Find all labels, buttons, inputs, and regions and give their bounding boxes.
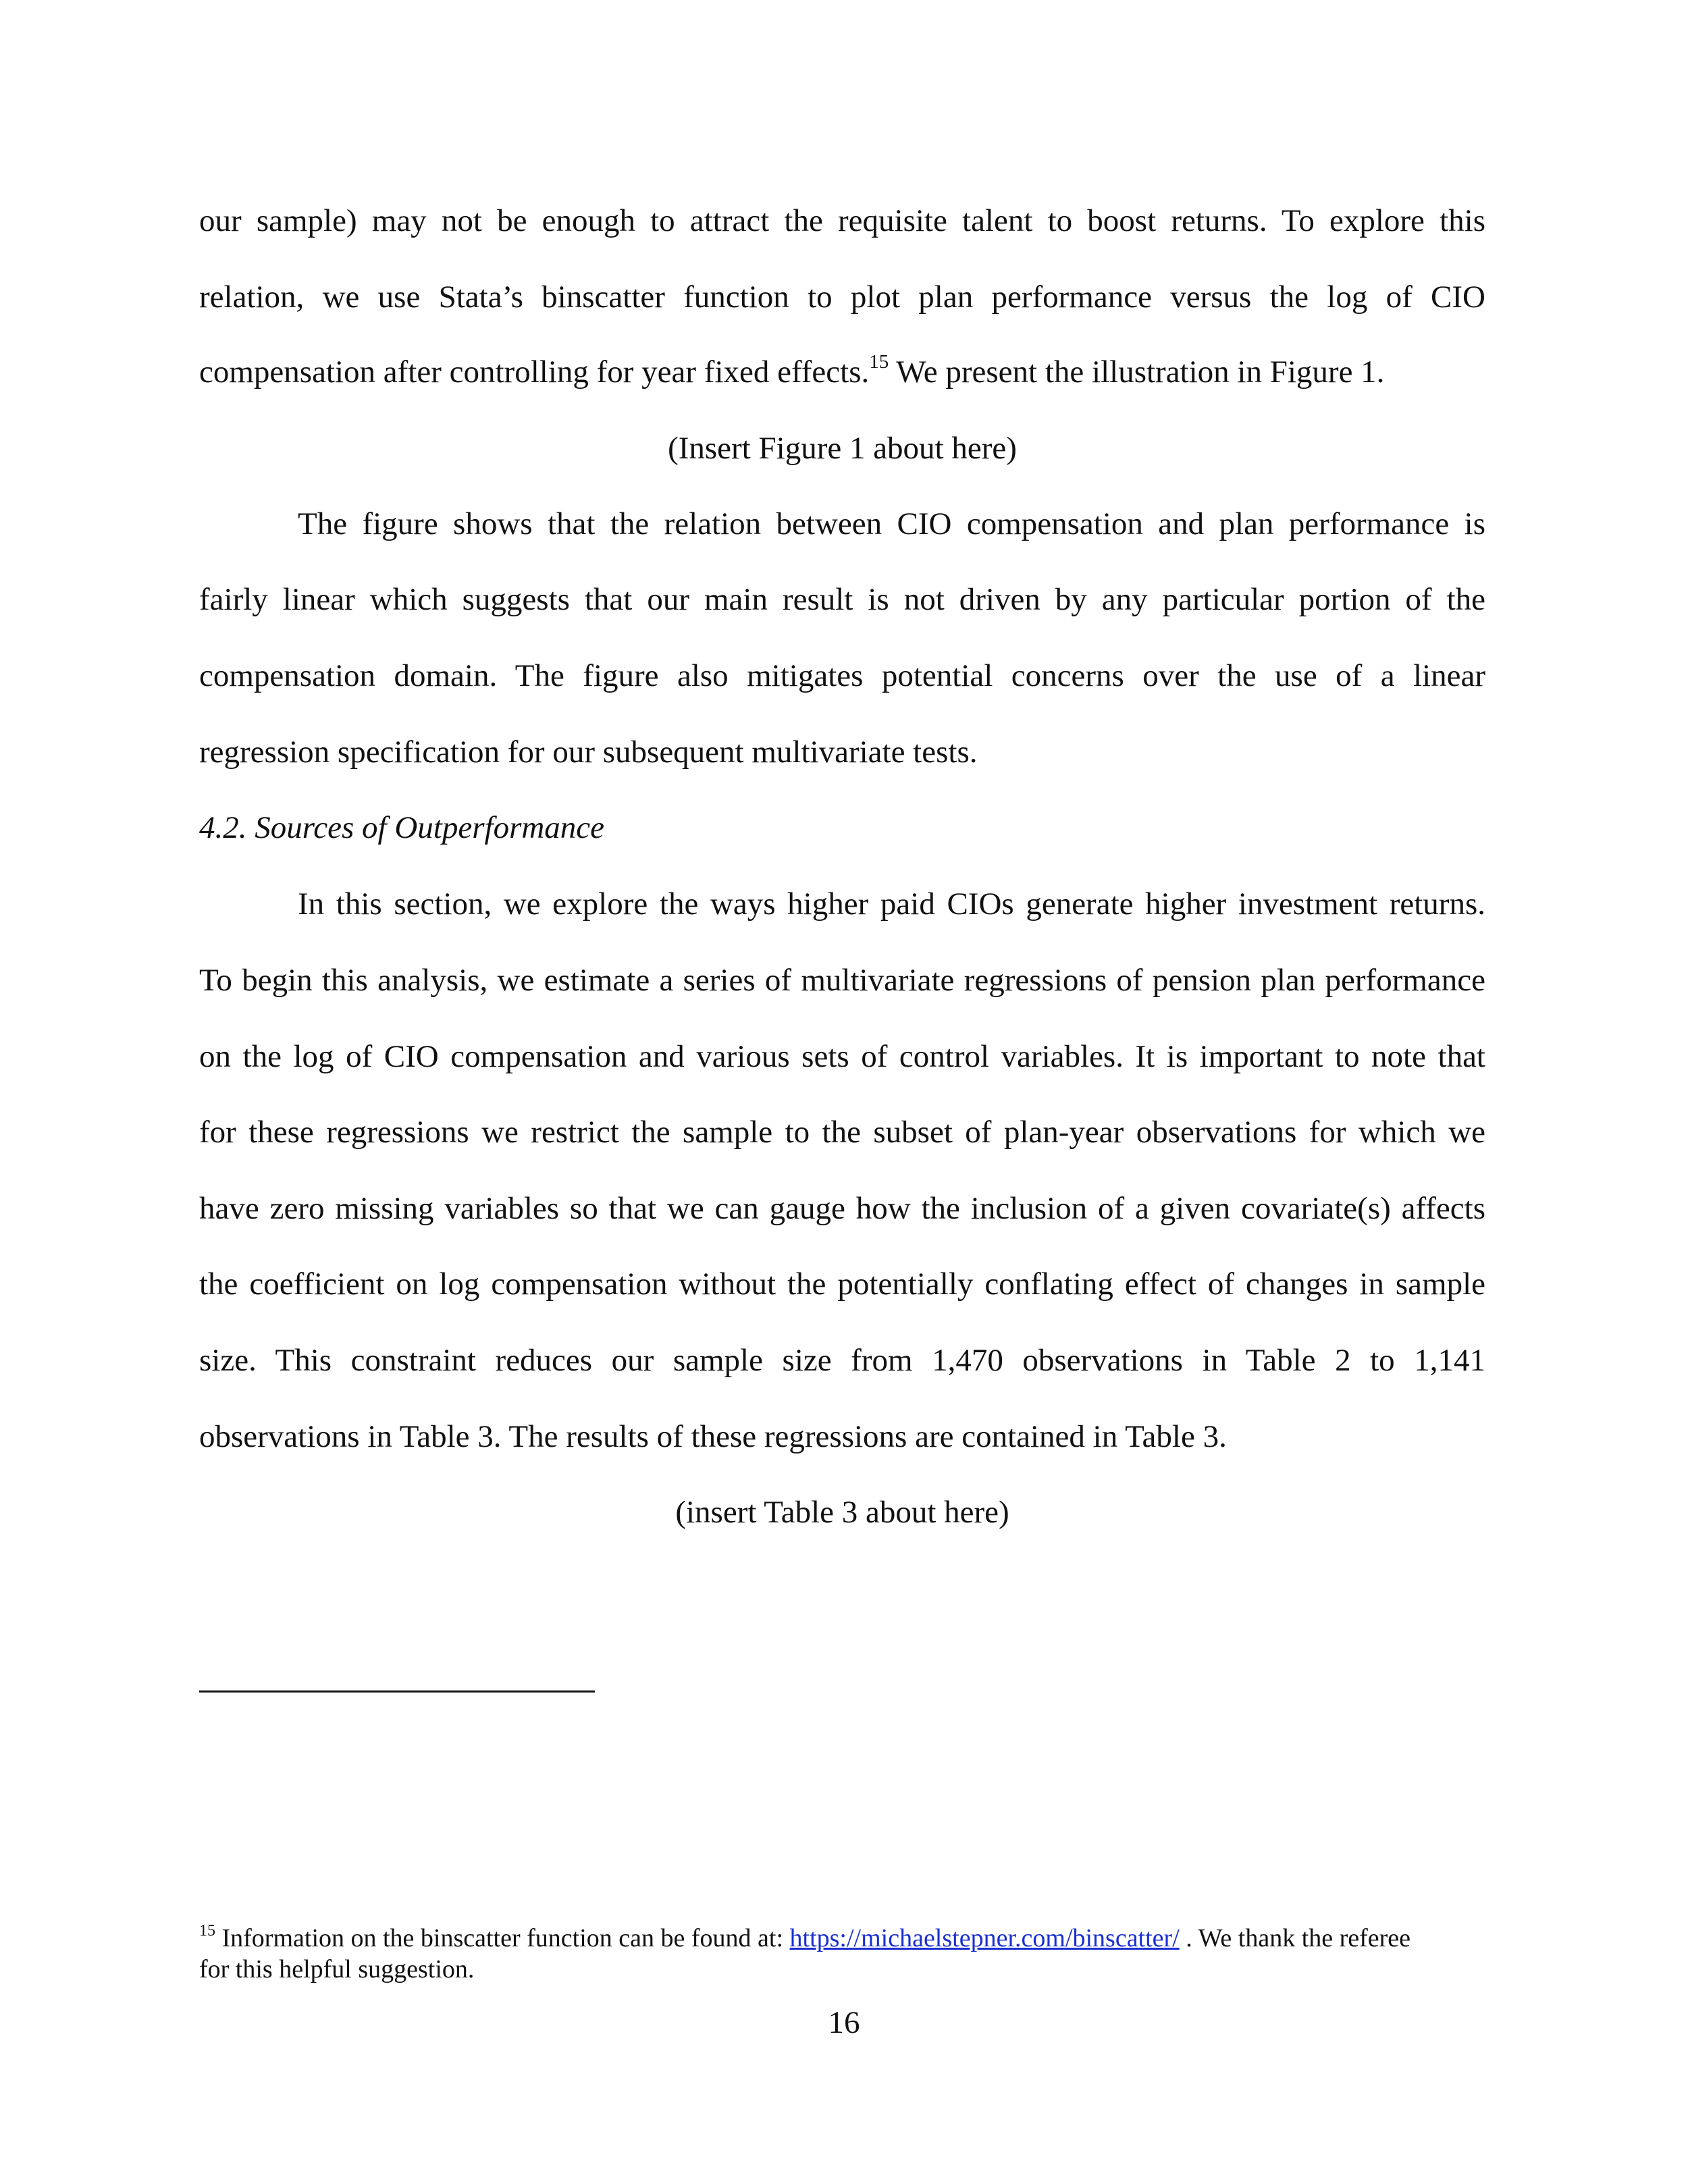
body-line: size. This constraint reduces our sample size from 1,470 observations in Table 2 to 1,141 [199, 1343, 1485, 1378]
footnote-text: . We thank the referee [1179, 1924, 1411, 1952]
footnote-reference[interactable]: 15 [869, 351, 889, 373]
body-line: our sample) may not be enough to attract the requisite talent to boost returns. To explore this [199, 203, 1485, 238]
insert-table-note: (insert Table 3 about here) [675, 1495, 1009, 1530]
footnote-line: for this helpful suggestion. [199, 1955, 475, 1983]
body-line: the coefficient on log compensation without the potentially conflating effect of changes in sample [199, 1267, 1485, 1302]
body-line: on the log of CIO compensation and various sets of control variables. It is important to note that [199, 1039, 1485, 1074]
body-line [199, 352, 1485, 392]
page-number: 16 [828, 2005, 860, 2040]
footnote-number: 15 [199, 1922, 215, 1940]
body-line: regression specification for our subsequent multivariate tests. [199, 735, 978, 770]
body-line: The figure shows that the relation between CIO compensation and plan performance is [298, 506, 1485, 541]
body-text: We present the illustration in Figure 1. [889, 354, 1385, 390]
footnote [199, 1922, 1485, 1954]
insert-figure-note: (Insert Figure 1 about here) [668, 431, 1017, 466]
footnote-separator [199, 1690, 595, 1693]
section-heading: 4.2. Sources of Outperformance [199, 810, 605, 845]
body-text: compensation after controlling for year fixed effects. [199, 354, 870, 390]
body-line: compensation domain. The figure also mitigates potential concerns over the use of a linear [199, 658, 1485, 693]
body-line: for these regressions we restrict the sample to the subset of plan-year observations for which we [199, 1115, 1485, 1150]
footnote-text: Information on the binscatter function can be found at: [215, 1924, 790, 1952]
body-line: observations in Table 3. The results of these regressions are contained in Table 3. [199, 1419, 1227, 1454]
footnote-link[interactable]: https://michaelstepner.com/binscatter/ [789, 1924, 1180, 1952]
body-line: have zero missing variables so that we can gauge how the inclusion of a given covariate(s) affects [199, 1191, 1485, 1226]
body-line: To begin this analysis, we estimate a series of multivariate regressions of pension plan performance [199, 963, 1485, 998]
body-line: relation, we use Stata’s binscatter function to plot plan performance versus the log of CIO [199, 279, 1485, 315]
body-line: fairly linear which suggests that our main result is not driven by any particular portion of the [199, 582, 1485, 617]
body-line: In this section, we explore the ways higher paid CIOs generate higher investment returns. [298, 886, 1485, 922]
